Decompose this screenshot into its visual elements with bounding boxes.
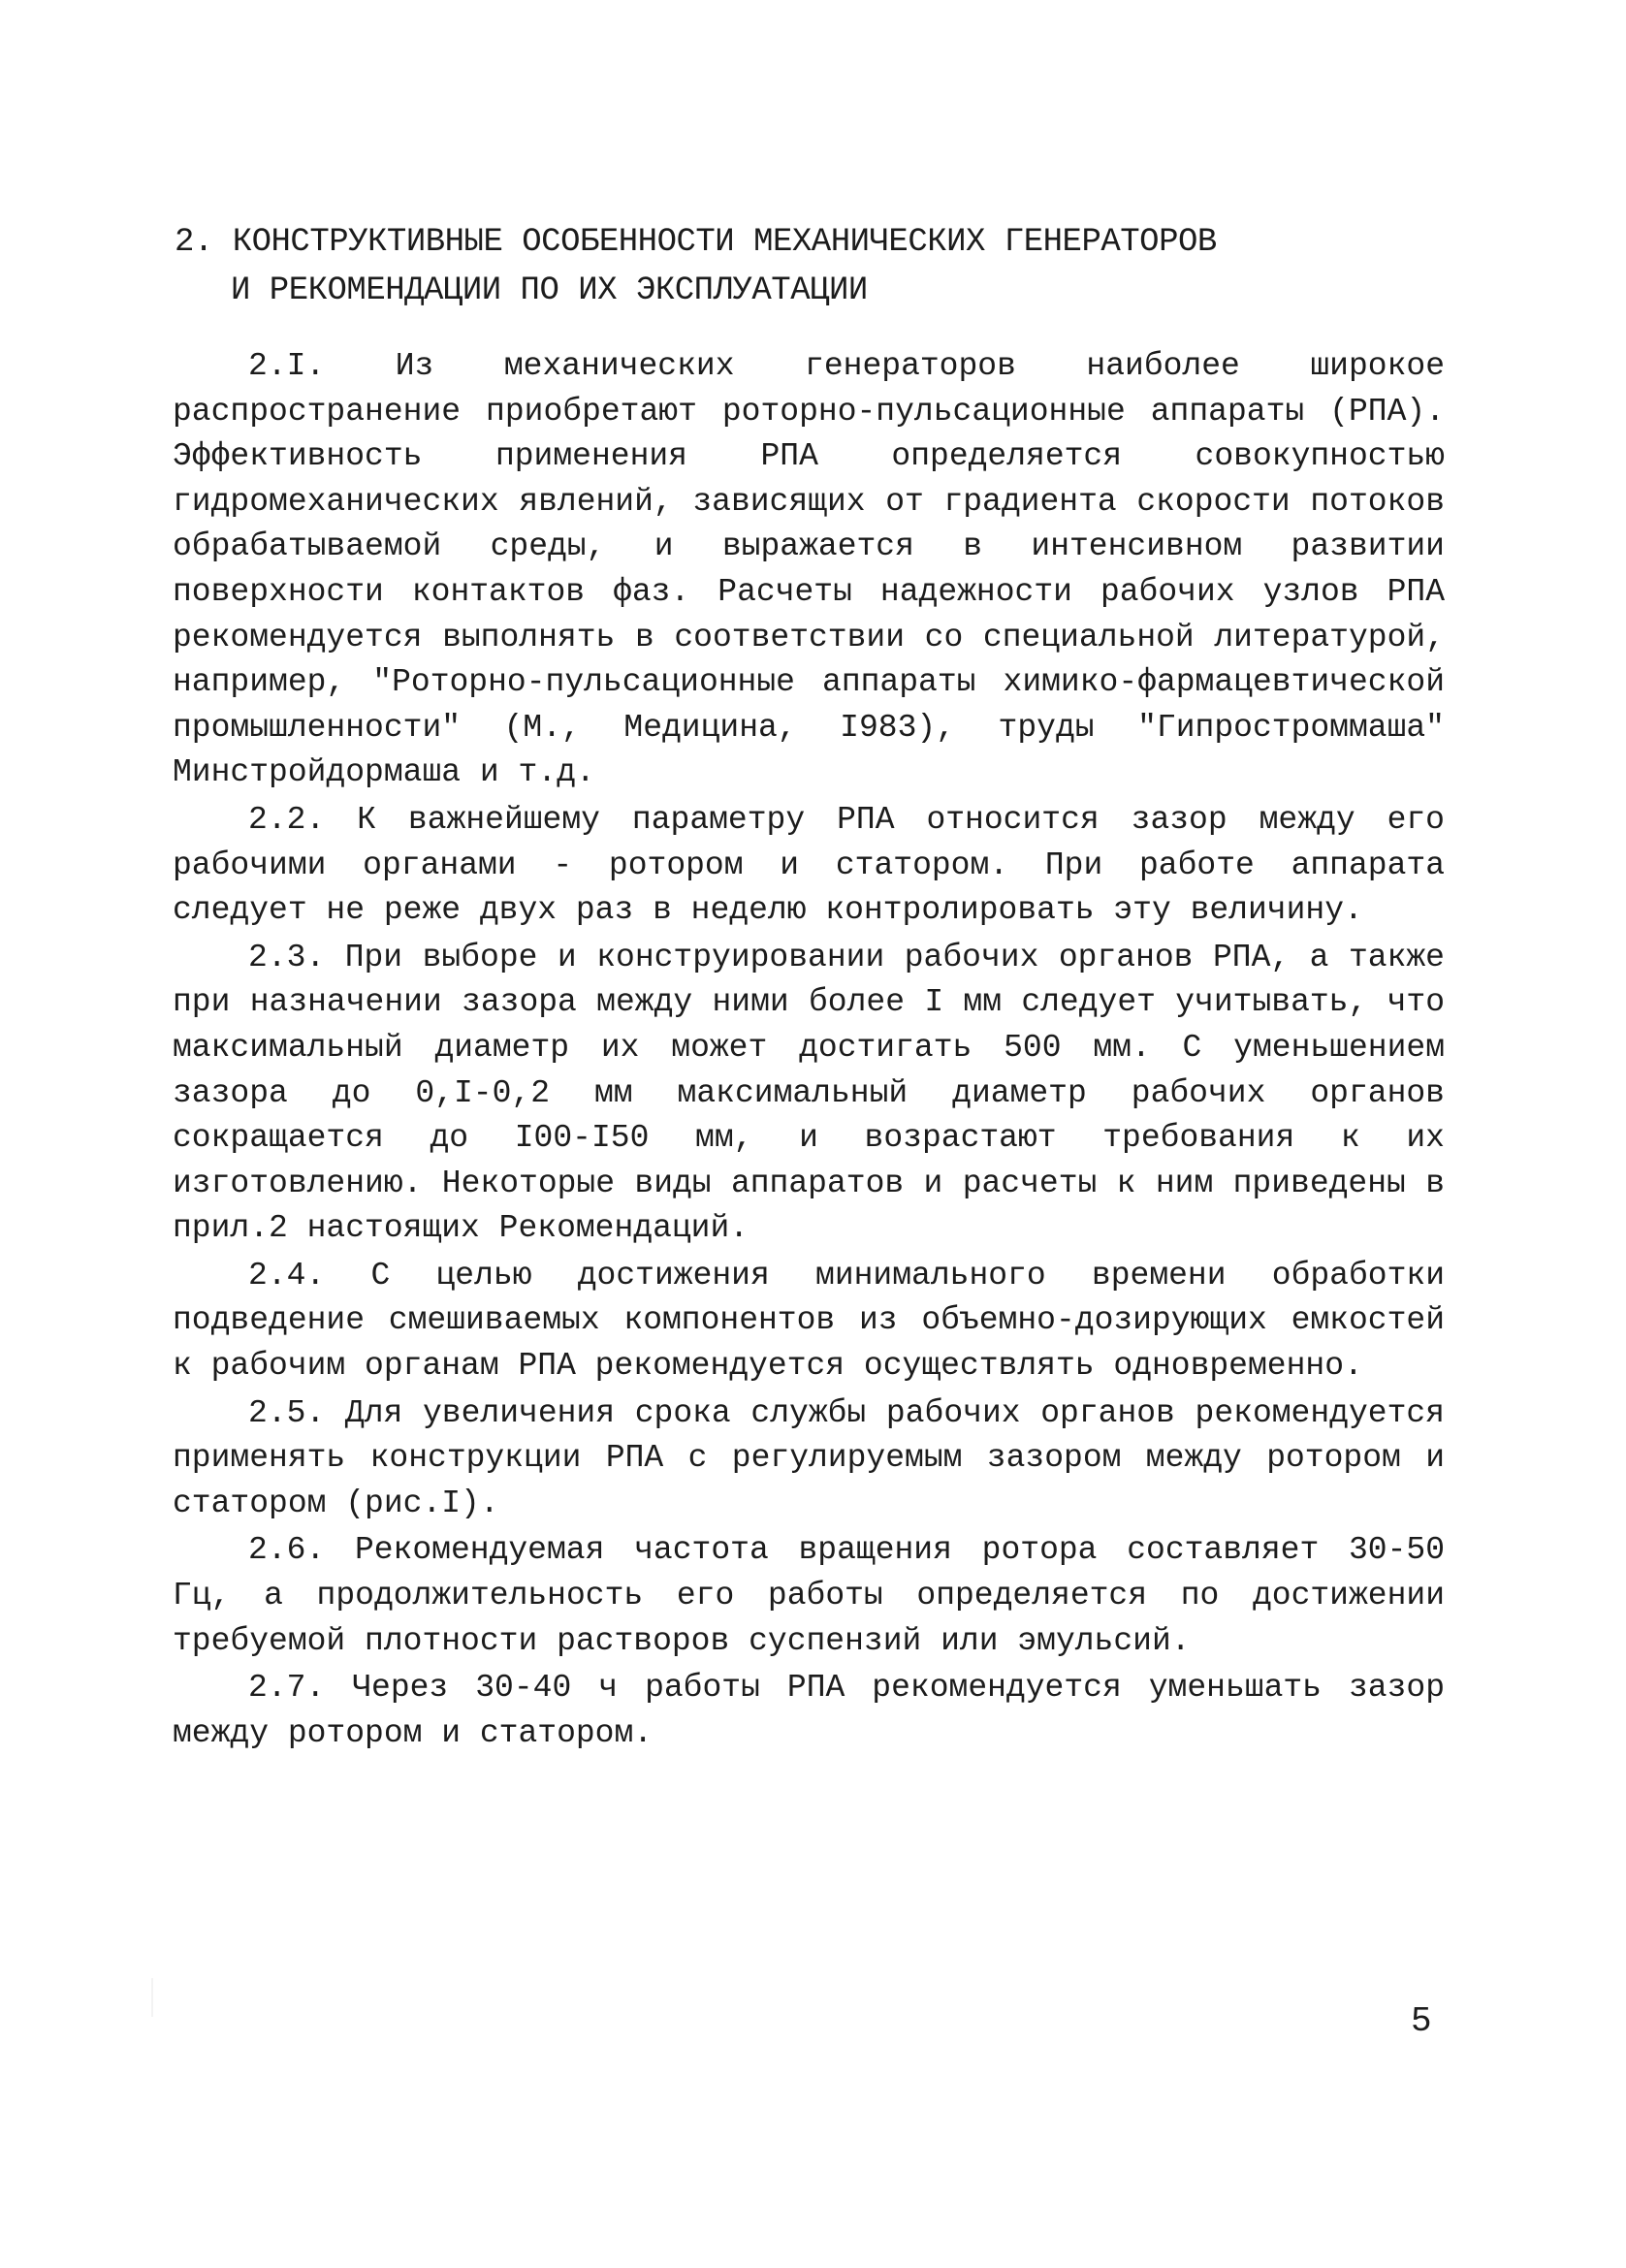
paragraph-2-7: 2.7. Через 30-40 ч работы РПА рекомендуется уменьшать зазор между ротором и статором.	[173, 1670, 1445, 1751]
paragraph-2-3: 2.3. При выборе и конструировании рабочих органов РПА, а также при назначении зазора между ними более I мм следует учитывать, что максимальный диаметр их может достигать 500 мм. С уменьшением зазора до 0,I-0,2 мм максимальный диаметр рабочих органов сокращается до I00-I50 мм, и возрастают требования к их изготовлению. Некоторые виды аппаратов и расчеты к ним приведены в прил.2 настоящих Рекомендаций.	[173, 939, 1445, 1247]
scan-artifact	[151, 1978, 153, 2017]
section-body	[173, 344, 1445, 1758]
section-heading-line-2: И РЕКОМЕНДАЦИИ ПО ИХ ЭКСПЛУАТАЦИИ	[231, 272, 868, 309]
section-heading-line-1: 2. КОНСТРУКТИВНЫЕ ОСОБЕННОСТИ МЕХАНИЧЕСКИХ ГЕНЕРАТОРОВ	[175, 224, 1217, 261]
paragraph-2-1: 2.I. Из механических генераторов наиболее широкое распространение приобретают роторно-пульсационные аппараты (РПА). Эффективность применения РПА определяется совокупностью гидромеханических явлений, зависящих от градиента скорости потоков обрабатываемой среды, и выражается в интенсивном развитии поверхности контактов фаз. Расчеты надежности рабочих узлов РПА рекомендуется выполнять в соответствии со специальной литературой, например, "Роторно-пульсационные аппараты химико-фармацевтической промышленности" (М., Медицина, I983), труды "Гипростроммаша" Минстройдормаша и т.д.	[173, 348, 1445, 791]
section-heading	[175, 218, 1454, 315]
paragraph-2-2: 2.2. К важнейшему параметру РПА относится зазор между его рабочими органами - ротором и статором. При работе аппарата следует не реже двух раз в неделю контролировать эту величину.	[173, 801, 1445, 929]
page-number: 5	[1411, 2001, 1432, 2041]
paragraph-2-5: 2.5. Для увеличения срока службы рабочих органов рекомендуется применять конструкции РПА с регулируемым зазором между ротором и статором (рис.I).	[173, 1394, 1445, 1521]
paragraph-2-4: 2.4. С целью достижения минимального времени обработки подведение смешиваемых компонентов из объемно-дозирующих емкостей к рабочим органам РПА рекомендуется осуществлять одновременно.	[173, 1257, 1445, 1385]
paragraph-2-6: 2.6. Рекомендуемая частота вращения ротора составляет 30-50 Гц, а продолжительность его работы определяется по достижении требуемой плотности растворов суспензий или эмульсий.	[173, 1532, 1445, 1659]
